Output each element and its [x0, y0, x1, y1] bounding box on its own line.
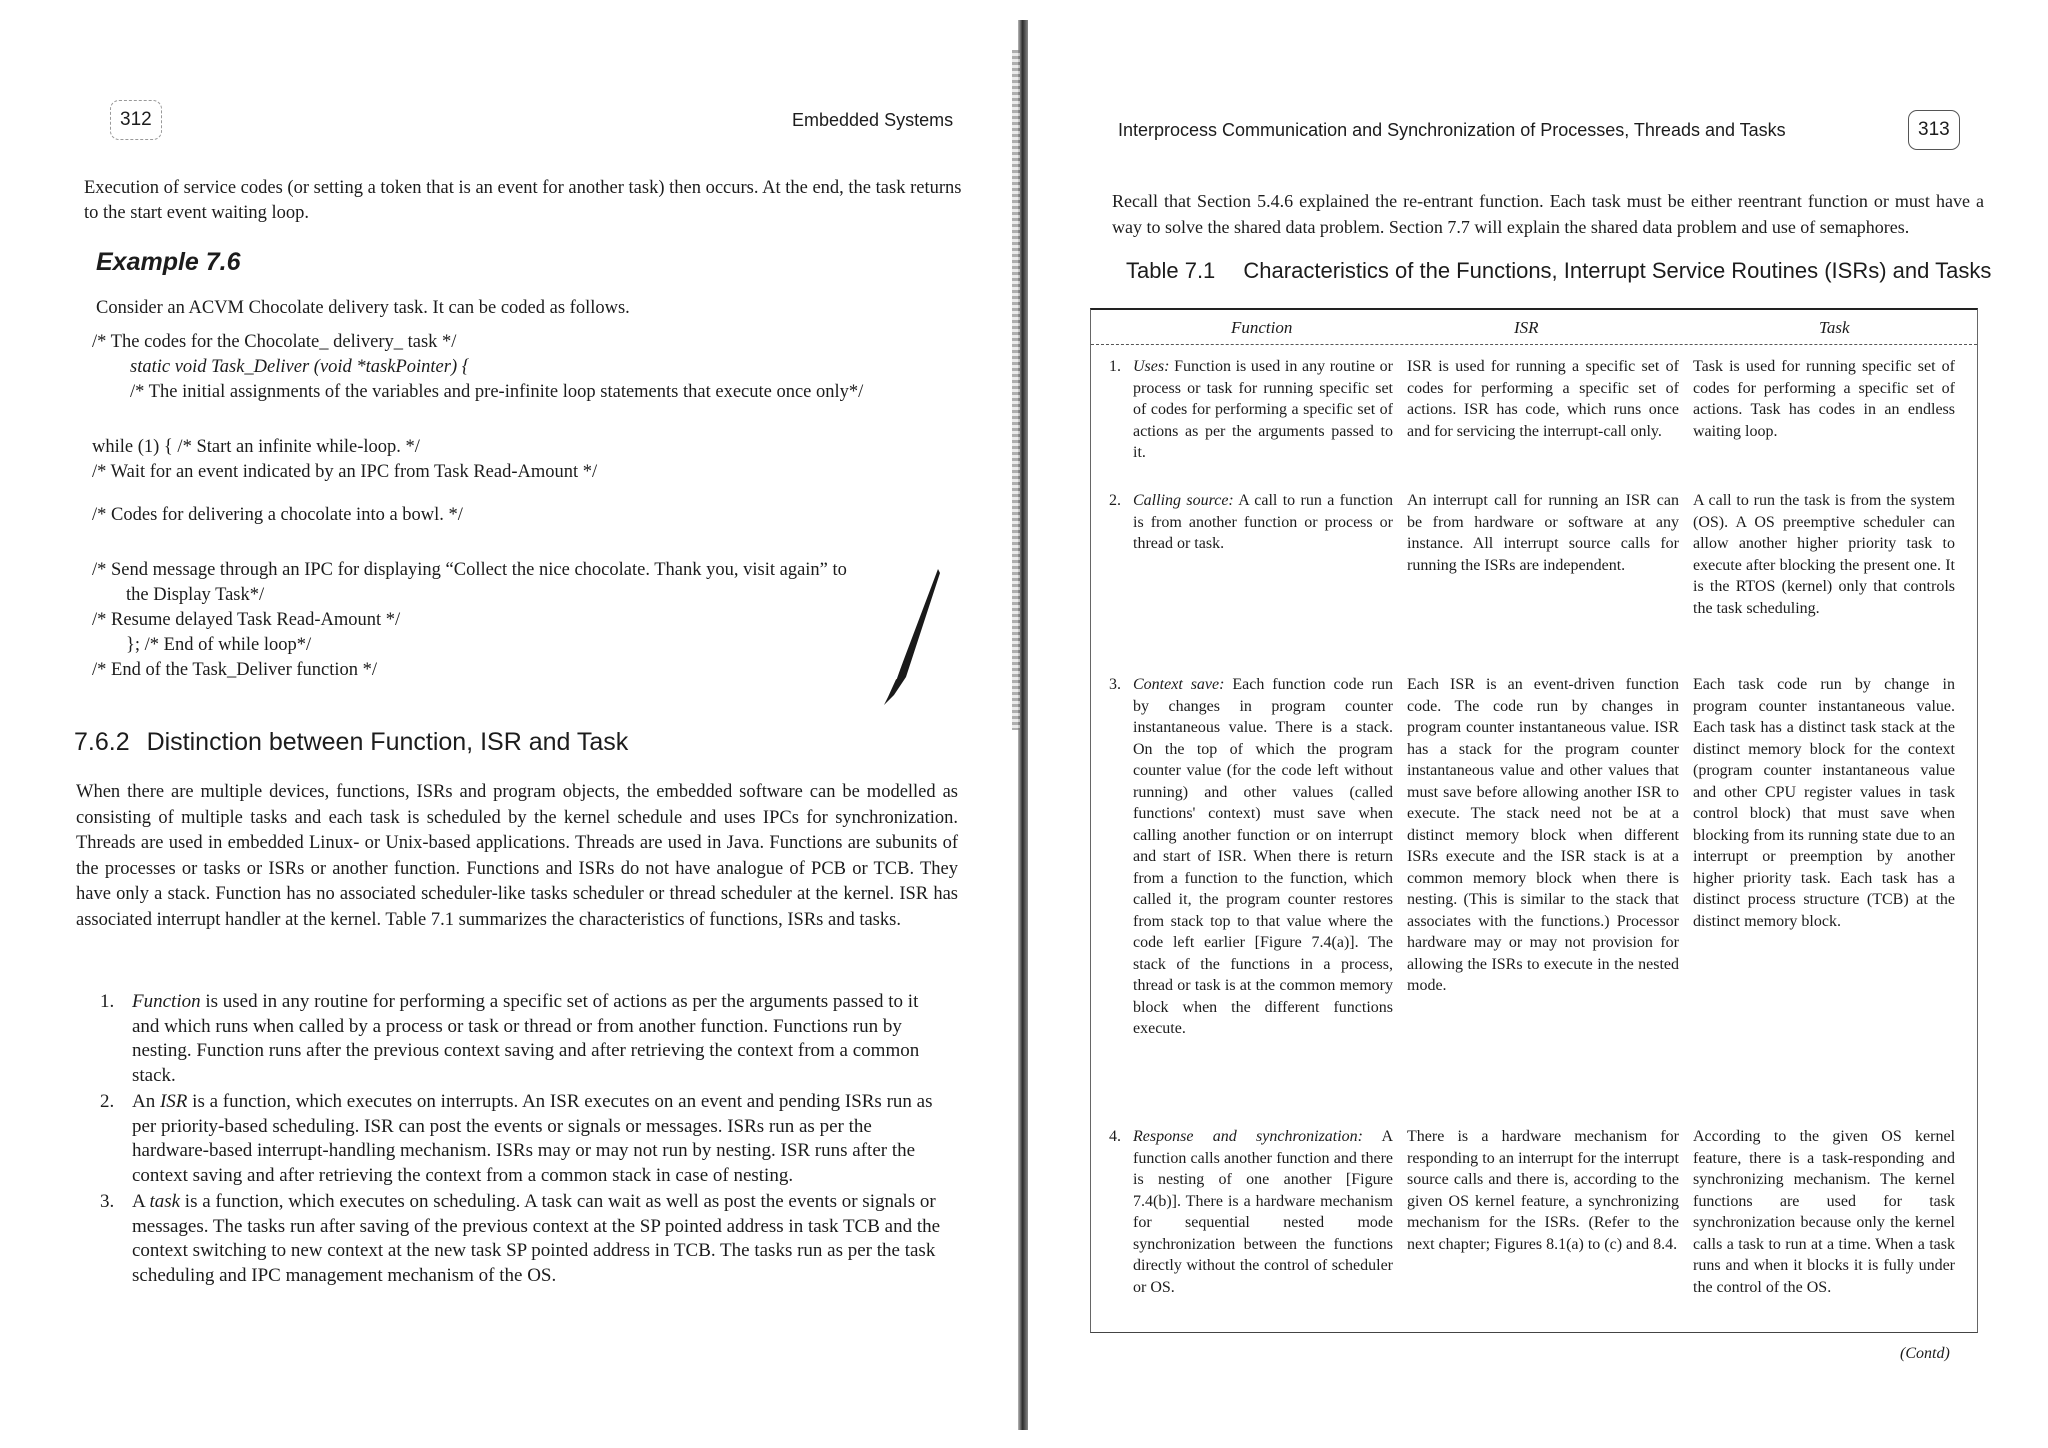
list-number: 1. [100, 991, 115, 1012]
column-header-isr: ISR [1514, 318, 1539, 337]
row-label: Calling source: [1133, 492, 1234, 509]
table-cell-function [1109, 356, 1393, 464]
table-title: Characteristics of the Functions, Interrupt Service Routines (ISRs) and Tasks [1243, 258, 1992, 283]
row-number: 2. [1109, 492, 1121, 509]
code-line: /* Wait for an event indicated by an IPC from Task Read-Amount */ [92, 462, 598, 482]
list-term: Function [132, 991, 201, 1012]
list-text: is a function, which executes on interrupts. An ISR executes on an event and pending ISRs run as per priority-based scheduling. ISR can post the events or signals or messages. ISRs run as per the hardware-based interrupt-handling mechanism. ISRs may or may not run by nesting. ISR runs after the context saving and after retrieving the context from a common stack in case of nesting. [132, 1091, 933, 1186]
table-cell-task: A call to run the task is from the system (OS). A OS preemptive scheduler can allow another higher priority task to execute after blocking the present one. It is the RTOS (kernel) only that controls the task scheduling. [1693, 492, 1955, 617]
code-line: while (1) { /* Start an infinite while-loop. */ [92, 437, 420, 457]
column-header-function: Function [1231, 318, 1293, 337]
table-caption [1126, 258, 1991, 284]
table-number: Table 7.1 [1126, 258, 1216, 283]
table-cell-task: Task is used for running specific set of codes for performing a specific set of actions. Task has codes in an endless waiting loop. [1693, 358, 1955, 440]
code-line: }; /* End of while loop*/ [126, 635, 312, 655]
column-header-task: Task [1819, 318, 1850, 337]
code-line: /* Codes for delivering a chocolate into a bowl. */ [92, 505, 463, 525]
pen-mark [880, 567, 942, 707]
table-cell-isr: An interrupt call for running an ISR can be from hardware or software at any instance. All interrupt source calls for running the ISRs are independent. [1407, 492, 1679, 574]
row-number: 4. [1109, 1128, 1121, 1145]
running-head: Embedded Systems [792, 110, 954, 130]
table-cell-isr: Each ISR is an event-driven function code. The code run by changes in program counter instantaneous value. ISR has a stack for the program counter instantaneous value and other values that must save before allowing another ISR to execute. The stack need not be at a distinct memory block when different ISRs execute and the ISR stack is at a common memory block when there is nesting. (This is similar to the stack that associates with the functions.) Processor hardware may or may not provision for allowing the ISRs to execute in the nested mode. [1407, 676, 1679, 994]
section-number: 7.6.2 [74, 728, 130, 756]
list-item [100, 990, 950, 1088]
list-item [100, 1190, 950, 1288]
row-number: 1. [1109, 358, 1121, 375]
list-item [100, 1090, 950, 1188]
section-heading [74, 728, 628, 757]
row-number: 3. [1109, 676, 1121, 693]
code-line: /* Send message through an IPC for displaying “Collect the nice chocolate. Thank you, visit again” to [92, 560, 847, 580]
section-paragraph: When there are multiple devices, functions, ISRs and program objects, the embedded software can be modelled as consisting of multiple tasks and each task is scheduled by the kernel schedule and uses IPCs for synchronization. Threads are used in embedded Linux- or Unix-based applications. Threads are used in Java. Functions are subunits of the processes or tasks or ISRs or another function. Functions and ISRs do not have analogue of PCB or TCB. They have only a stack. Function has no associated scheduler-like tasks scheduler or thread scheduler at the kernel. ISR has associated interrupt handler at the kernel. Table 7.1 summarizes the characteristics of functions, ISRs and tasks. [76, 782, 958, 930]
code-line: /* Resume delayed Task Read-Amount */ [92, 610, 401, 630]
cell-text: A call to run a function is from another function or process or thread or task. [1133, 492, 1393, 552]
list-text: is a function, which executes on scheduling. A task can wait as well as post the events or signals or messages. The tasks run after saving of the previous context at the SP pointed address in task TCB and the context switching to new context at the new task SP pointed address in TCB. The tasks run as per the task scheduling and IPC management mechanism of the OS. [132, 1191, 941, 1286]
code-line: /* The codes for the Chocolate_ delivery_ task */ [92, 332, 457, 352]
code-line: /* End of the Task_Deliver function */ [92, 660, 378, 680]
section-title: Distinction between Function, ISR and Task [146, 728, 629, 756]
numbered-list [100, 990, 950, 1290]
row-label: Uses: [1133, 358, 1170, 375]
row-label: Context save: [1133, 676, 1225, 693]
left-page [0, 0, 1018, 1448]
table-cell-task: According to the given OS kernel feature, there is a task-responding and synchronizing mechanism. The kernel functions are used for task synchronization because only the kernel calls a task to run at a time. When a task runs and when it blocks it is fully under the control of the OS. [1693, 1128, 1955, 1296]
list-number: 2. [100, 1091, 115, 1112]
example-intro: Consider an ACVM Chocolate delivery task. It can be coded as follows. [96, 298, 630, 318]
list-term: task [149, 1191, 181, 1212]
table-cell-isr: ISR is used for running a specific set of codes for performing a specific set of actions. ISR has code, which runs once and for servicing the interrupt-call only. [1407, 358, 1679, 440]
page-number: 312 [110, 100, 162, 140]
list-number: 3. [100, 1191, 115, 1212]
cell-text: Function is used in any routine or process or task for running specific set of codes for performing a specific set of actions as per the arguments passed to it. [1133, 358, 1393, 461]
list-text: is used in any routine for performing a specific set of actions as per the arguments passed to it and which runs when called by a process or task or thread or from another function. Functions run by nesting. Function runs after the previous context saving and after retrieving the context from a common stack. [132, 991, 920, 1086]
code-line: static void Task_Deliver (void *taskPointer) { [130, 357, 470, 377]
list-pre: A [132, 1191, 150, 1212]
cell-text: A function calls another function and there is nesting of one another [Figure 7.4(b)]. There is a hardware mechanism for sequential nested mode synchronization between the functions directly without the control of scheduler or OS. [1133, 1128, 1393, 1296]
code-line: the Display Task*/ [126, 585, 265, 605]
code-line: /* The initial assignments of the variables and pre-infinite loop statements that execute once only*/ [130, 382, 864, 402]
continued-note: (Contd) [1900, 1345, 1950, 1362]
list-pre: An [132, 1091, 160, 1112]
intro-paragraph: Execution of service codes (or setting a token that is an event for another task) then occurs. At the end, the task returns to the start event waiting loop. [84, 178, 962, 223]
table-cell-function [1109, 490, 1393, 555]
table-header-row [1091, 310, 1977, 345]
characteristics-table [1090, 308, 1978, 1333]
list-term: ISR [159, 1091, 188, 1112]
book-spine [1018, 20, 1028, 1430]
table-cell-task: Each task code run by change in program counter instantaneous value. Each task has a distinct task stack at the distinct memory block for the context (program counter instantaneous value and other CPU register values in task control block) that must save when blocking from its running state due to an interrupt or preemption by another higher priority task. Each task has a distinct process structure (TCB) at the distinct memory block. [1693, 676, 1955, 930]
right-intro-paragraph: Recall that Section 5.4.6 explained the re-entrant function. Each task must be either reentrant function or must have a way to solve the shared data problem. Section 7.7 will explain the shared data problem and use of semaphores. [1112, 191, 1984, 237]
page-number-right: 313 [1908, 110, 1960, 150]
running-head-right: Interprocess Communication and Synchronization of Processes, Threads and Tasks [1118, 120, 1786, 140]
table-cell-isr: There is a hardware mechanism for responding to an interrupt for the interrupt source calls and there is, according to the given OS kernel feature, a synchronizing mechanism for the ISRs. (Refer to the next chapter; Figures 8.1(a) to (c) and 8.4. [1407, 1128, 1679, 1253]
table-cell-function [1109, 674, 1393, 1040]
code-block [92, 330, 952, 683]
table-cell-function [1109, 1126, 1393, 1298]
cell-text: Each function code run by changes in program counter instantaneous value. There is a stack. On the top of which the program counter value (for the code left without running) and other values (called functions' context) must save when calling another function or on interrupt and start of ISR. When there is return from a function to the function, which called it, the program counter restores from stack top to that value where the code left earlier [Figure 7.4(a)]. The stack of the functions in a process, thread or task is at the common memory block when the different functions execute. [1133, 676, 1393, 1037]
example-title: Example 7.6 [96, 248, 241, 276]
row-label: Response and synchronization: [1133, 1128, 1364, 1145]
